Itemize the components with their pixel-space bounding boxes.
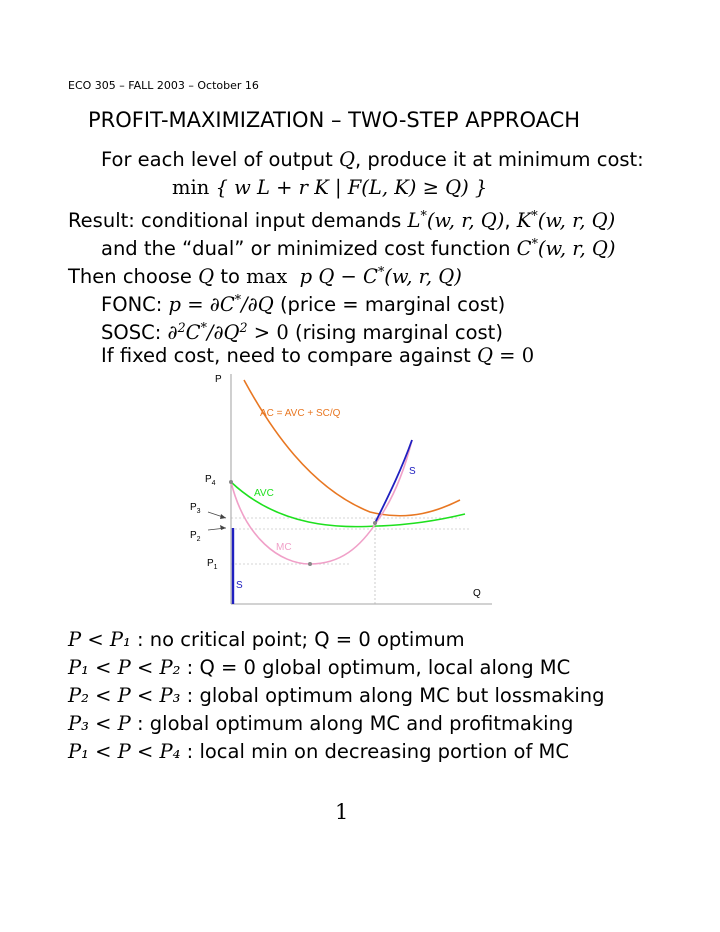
case-row: P < P₁ : no critical point; Q = 0 optimum xyxy=(68,628,465,651)
point-p4 xyxy=(229,480,233,484)
label-p2: $P_2$ xyxy=(190,530,201,543)
x-axis-label: Q xyxy=(473,588,481,599)
point-mc-min xyxy=(308,562,312,566)
page-header: ECO 305 – FALL 2003 – October 16 xyxy=(68,79,259,92)
supply-label-upper: S xyxy=(409,466,416,477)
line-for-each: For each level of output Q, produce it at minimum cost: xyxy=(101,148,644,171)
cost-curves-graph xyxy=(170,368,500,618)
line-fixed-cost: If fixed cost, need to compare against Q = 0 xyxy=(101,344,535,367)
point-avc-min xyxy=(373,521,377,525)
case-row: P₂ < P < P₃ : global optimum along MC but lossmaking xyxy=(68,684,605,707)
line-min-problem: min { w L + r K | F(L, K) ≥ Q) } xyxy=(172,176,488,199)
supply-curve-upper xyxy=(375,440,412,523)
case-row: P₁ < P < P₂ : Q = 0 global optimum, local along MC xyxy=(68,656,571,679)
avc-label: AVC xyxy=(254,488,274,499)
line-then-choose: Then choose Q to max p Q − C*(w, r, Q) xyxy=(68,264,462,288)
supply-label-lower: S xyxy=(236,580,243,591)
case-row: P₃ < P : global optimum along MC and profitmaking xyxy=(68,712,574,735)
ac-curve xyxy=(244,380,460,516)
y-axis-label: P xyxy=(215,374,222,385)
line-dual: and the “dual” or minimized cost function C*(w, r, Q) xyxy=(101,236,616,260)
line-result: Result: conditional input demands L*(w, r, Q), K*(w, r, Q) xyxy=(68,208,616,232)
ac-label: AC = AVC + SC/Q xyxy=(260,408,341,419)
page-title: PROFIT-MAXIMIZATION – TWO-STEP APPROACH xyxy=(88,108,581,132)
label-p1: $P_1$ xyxy=(207,558,218,571)
label-p4: $P_4$ xyxy=(205,474,216,487)
label-p3: $P_3$ xyxy=(190,502,201,515)
mc-label: MC xyxy=(276,542,292,553)
line-fonc: FONC: p = ∂C*/∂Q (price = marginal cost) xyxy=(101,292,506,316)
line-sosc: SOSC: $\partial^2C^*/\partial Q^2 > 0$ (rising marginal cost) xyxy=(101,320,503,344)
page-number: 1 xyxy=(335,800,349,824)
case-row: P₁ < P < P₄ : local min on decreasing portion of MC xyxy=(68,740,569,763)
